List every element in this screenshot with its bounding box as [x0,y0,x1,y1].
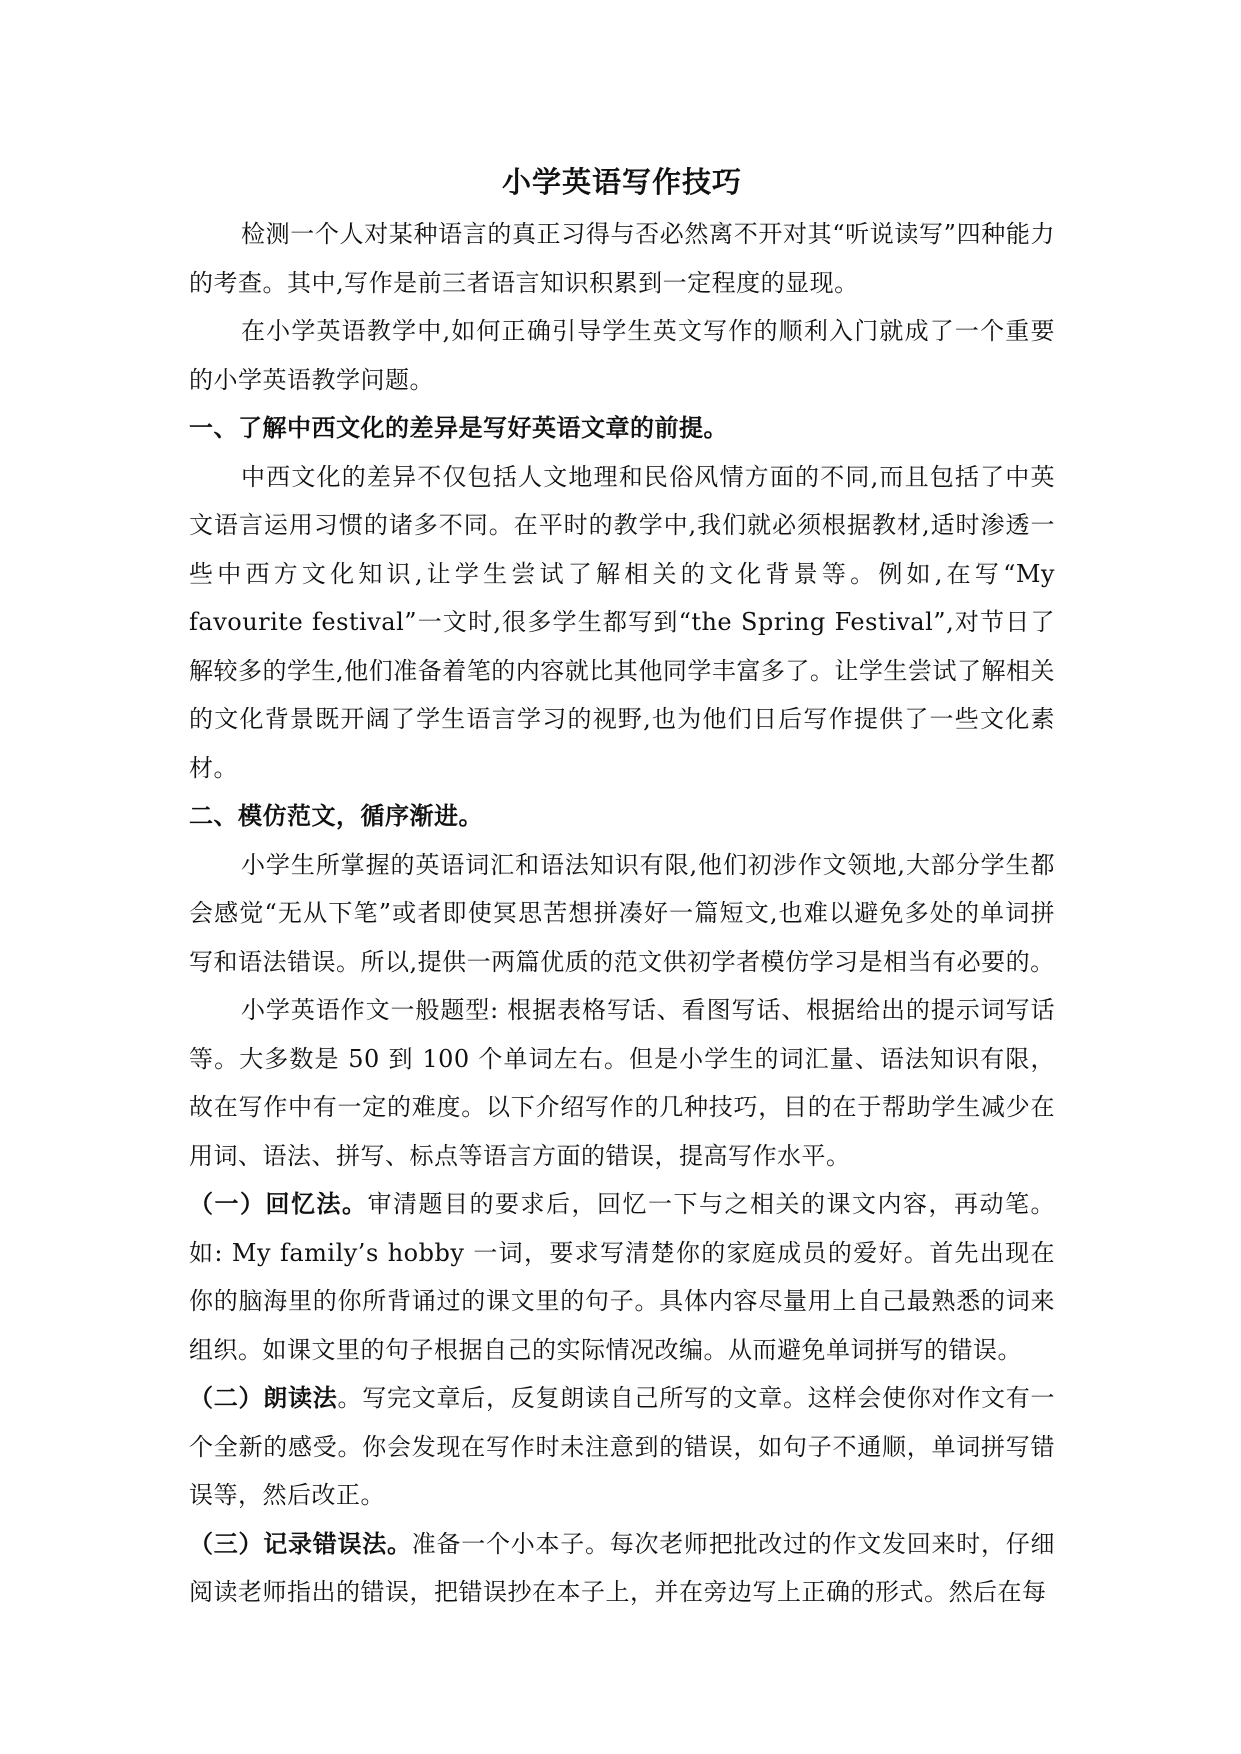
section-2-paragraph-2: 小学英语作文一般题型: 根据表格写话、看图写话、根据给出的提示词写话等。大多数是 50 到 100 个单词左右。但是小学生的词汇量、语法知识有限，故在写作中有一定的难度。以下介绍写作的几种技巧，目的在于帮助学生减少在用词、语法、拼写、标点等语言方面的错误，提高写作水平。 [189,996,1055,1170]
method-recall-label: （一）回忆法。 [189,1190,368,1218]
section-1-paragraph: 中西文化的差异不仅包括人文地理和民俗风情方面的不同,而且包括了中英文语言运用习惯的诸多不同。在平时的教学中,我们就必须根据教材,适时渗透一些中西方文化知识,让学生尝试了解相关的文化背景等。例如,在写“My favourite festival”一文时,很多学生都写到“the Spring Festival”,对节日了解较多的学生,他们准备着笔的内容就比其他同学丰富多了。让学生尝试了解相关的文化背景既开阔了学生语言学习的视野,也为他们日后写作提供了一些文化素材。 [189,462,1055,782]
section-2-paragraph-1: 小学生所掌握的英语词汇和语法知识有限,他们初涉作文领地,大部分学生都会感觉“无从下笔”或者即使冥思苦想拼凑好一篇短文,也难以避免多处的单词拼写和语法错误。所以,提供一两篇优质的范文供初学者模仿学习是相当有必要的。 [189,850,1055,976]
method-read-aloud-text: 。写完文章后，反复朗读自己所写的文章。这样会使你对作文有一个全新的感受。你会发现在写作时未注意到的错误，如句子不通顺，单词拼写错误等，然后改正。 [189,1384,1055,1509]
intro-paragraph-2: 在小学英语教学中,如何正确引导学生英文写作的顺利入门就成了一个重要的小学英语教学问题。 [189,317,1055,394]
document-title: 小学英语写作技巧 [501,165,742,199]
method-read-aloud [189,1374,1055,1520]
intro-paragraph-1: 检测一个人对某种语言的真正习得与否必然离不开对其“听说读写”四种能力的考查。其中,写作是前三者语言知识积累到一定程度的显现。 [189,220,1055,297]
document-body [189,162,1055,1617]
method-record-errors [189,1520,1055,1617]
method-record-errors-text: 准备一个小本子。每次老师把批改过的作文发回来时，仔细阅读老师指出的错误，把错误抄在本子上，并在旁边写上正确的形式。然后在每 [189,1529,1055,1606]
section-2-heading: 二、模仿范文，循序渐进。 [189,802,483,830]
method-record-errors-label: （三）记录错误法。 [189,1529,412,1558]
section-1-heading: 一、了解中西文化的差异是写好英语文章的前提。 [189,414,728,442]
method-read-aloud-label: （二）朗读法 [189,1384,338,1412]
method-recall [189,1180,1055,1374]
method-recall-text: 审清题目的要求后，回忆一下与之相关的课文内容，再动笔。如: My family’s hobby 一词，要求写清楚你的家庭成员的爱好。首先出现在你的脑海里的你所背诵过的课文里的句子。具体内容尽量用上自己最熟悉的词来组织。如课文里的句子根据自己的实际情况改编。从而避免单词拼写的错误。 [189,1190,1055,1364]
